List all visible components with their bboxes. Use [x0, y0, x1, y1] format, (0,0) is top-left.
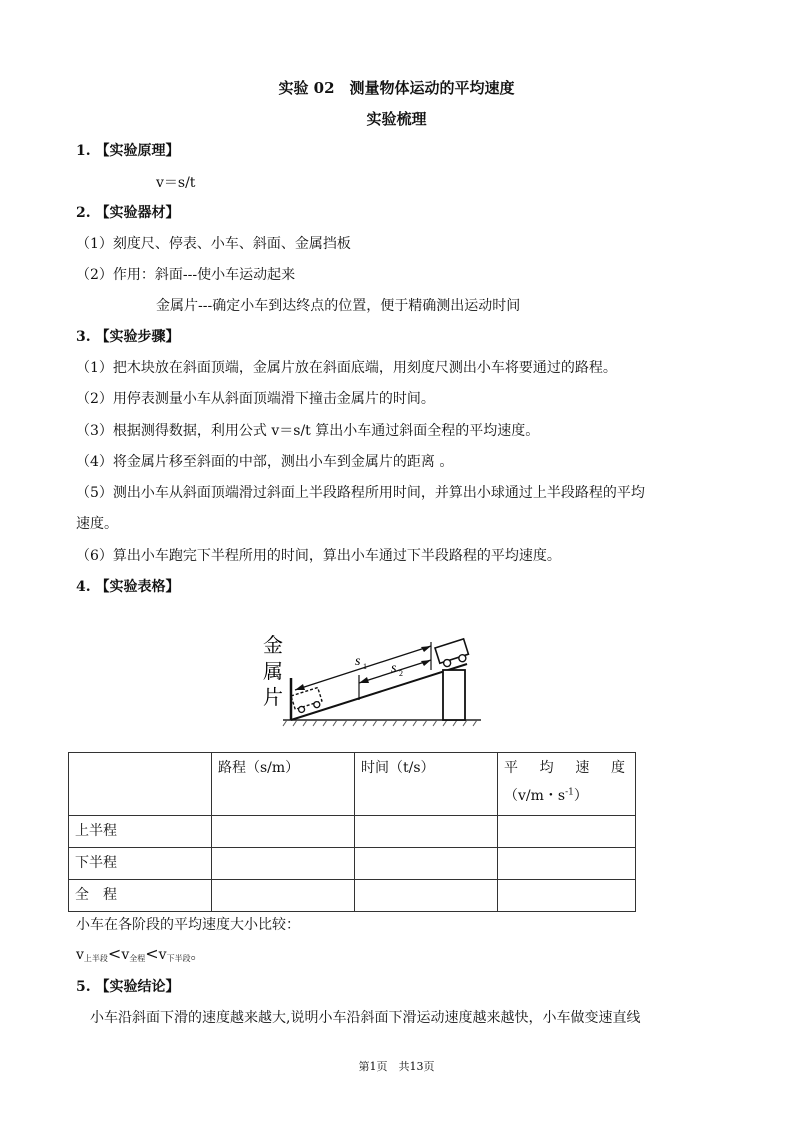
speed-unit: （v/m・$s^{-1}$）: [504, 787, 588, 804]
header-time: 时间（t/s）: [355, 753, 498, 816]
equipment-item-2b: 金属片---确定小车到达终点的位置，便于精确测出运动时间: [156, 298, 521, 314]
section-1-heading: 1. 【实验原理】: [76, 143, 180, 159]
conclusion-text: 小车沿斜面下滑的速度越来越大,说明小车沿斜面下滑运动速度越来越快，小车做变速直线: [90, 1010, 641, 1026]
row-label-full: 全 程: [69, 880, 212, 912]
table-row: [69, 816, 636, 848]
equipment-item-1: （1）刻度尺、停表、小车、斜面、金属挡板: [76, 236, 351, 252]
step-6: （6）算出小车跑完下半程所用的时间，算出小车通过下半段路程的平均速度。: [76, 548, 561, 564]
row-label-first-half: 上半程: [69, 816, 212, 848]
table-row: [69, 880, 636, 912]
s1-label: s: [355, 654, 361, 669]
section-4-heading: 4. 【实验表格】: [76, 579, 180, 595]
page-title: 实验 02 测量物体运动的平均速度: [278, 79, 515, 97]
page-footer: 第1页 共13页: [358, 1060, 435, 1073]
header-speed: 平 均 速 度 （v/m・$s^{-1}$）: [498, 753, 636, 816]
section-3-heading: 3. 【实验步骤】: [76, 329, 180, 345]
metal-plate-label-2: 属: [263, 659, 283, 683]
s1-sub: 1: [363, 662, 367, 671]
compare-intro: 小车在各阶段的平均速度大小比较：: [76, 917, 300, 933]
step-1: （1）把木块放在斜面顶端，金属片放在斜面底端，用刻度尺测出小车将要通过的路程。: [76, 360, 617, 376]
experiment-table: [68, 752, 636, 912]
page-subtitle: 实验梳理: [366, 110, 427, 128]
step-5-cont: 速度。: [76, 516, 118, 532]
incline-diagram: [255, 620, 495, 730]
section-2-heading: 2. 【实验器材】: [76, 205, 180, 221]
row-label-second-half: 下半程: [69, 848, 212, 880]
step-5: （5）测出小车从斜面顶端滑过斜面上半段路程所用时间，并算出小球通过上半段路程的平均: [76, 485, 645, 501]
metal-plate-label-1: 金: [263, 633, 283, 657]
table-header-row: [69, 753, 636, 816]
speed-comparison: $v_{上半段}<v_{全程}<v_{下半段}$。: [76, 944, 205, 963]
section-5-heading: 5. 【实验结论】: [76, 979, 180, 995]
step-4: （4）将金属片移至斜面的中部，测出小车到金属片的距离 。: [76, 454, 454, 470]
principle-formula: v＝s/t: [156, 175, 196, 191]
s2-sub: 2: [399, 669, 403, 678]
table-corner-cell: [69, 753, 212, 816]
header-distance: 路程（s/m）: [212, 753, 355, 816]
s2-label: s: [391, 661, 397, 676]
step-2: （2）用停表测量小车从斜面顶端滑下撞击金属片的时间。: [76, 391, 435, 407]
step-3: （3）根据测得数据，利用公式 v＝s/t 算出小车通过斜面全程的平均速度。: [76, 423, 540, 439]
metal-plate-label-3: 片: [263, 685, 283, 709]
table-row: [69, 848, 636, 880]
equipment-item-2: （2）作用：斜面---使小车运动起来: [76, 267, 296, 283]
